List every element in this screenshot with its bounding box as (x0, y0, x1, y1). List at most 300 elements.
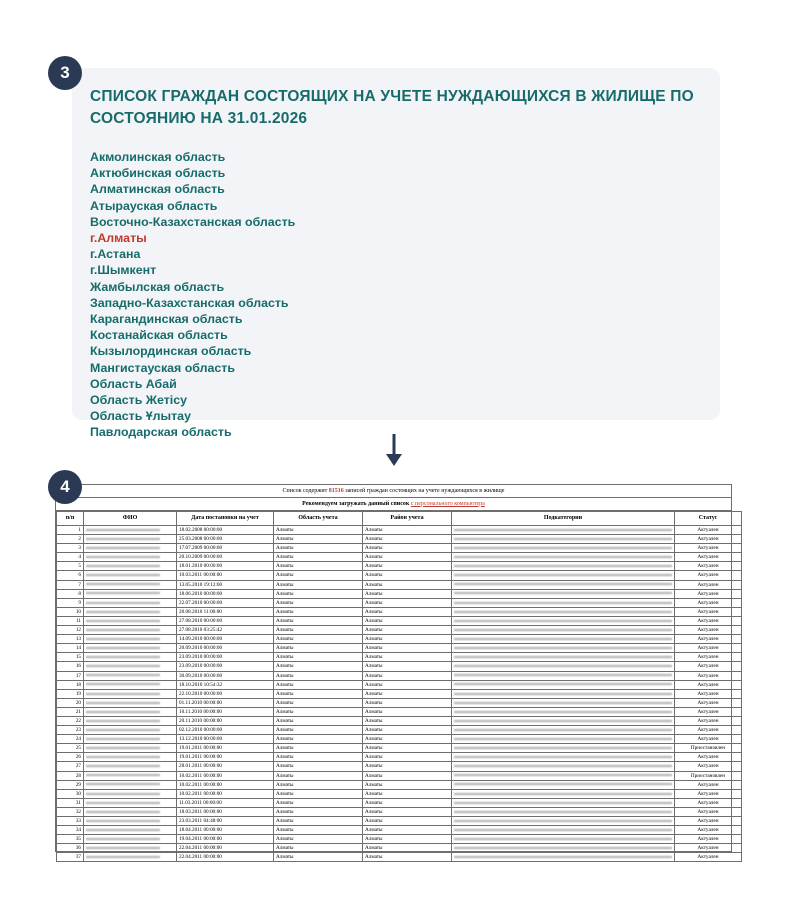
table-row (57, 853, 742, 862)
cell-status: Актуален (675, 716, 742, 725)
cell-region: Алматы (274, 753, 363, 762)
table-row (57, 817, 742, 826)
cell-subcategory-redacted (452, 817, 675, 826)
cell-subcategory-redacted (452, 753, 675, 762)
table-row (57, 726, 742, 735)
cell-fio-redacted (84, 771, 177, 780)
region-list-item[interactable]: г.Астана (90, 247, 141, 262)
cell-fio-redacted (84, 626, 177, 635)
cell-status: Актуален (675, 571, 742, 580)
table-row (57, 553, 742, 562)
record-count-notice (56, 485, 731, 498)
cell-registration-date: 20.09.2010 00:00:00 (177, 644, 274, 653)
cell-district: Алматы (363, 798, 452, 807)
table-row (57, 780, 742, 789)
cell-district: Алматы (363, 653, 452, 662)
region-list-item[interactable]: г.Шымкент (90, 263, 157, 278)
region-list-item[interactable]: Актюбинская область (90, 166, 226, 181)
table-row (57, 707, 742, 716)
cell-region: Алматы (274, 853, 363, 862)
table-row (57, 635, 742, 644)
cell-district: Алматы (363, 626, 452, 635)
cell-status: Актуален (675, 798, 742, 807)
col-header-region: Область учета (274, 512, 363, 526)
cell-fio-redacted (84, 544, 177, 553)
cell-index: 17 (57, 671, 84, 680)
cell-fio-redacted (84, 844, 177, 853)
cell-fio-redacted (84, 662, 177, 671)
cell-subcategory-redacted (452, 635, 675, 644)
table-row (57, 826, 742, 835)
cell-fio-redacted (84, 562, 177, 571)
cell-status: Актуален (675, 580, 742, 589)
table-row (57, 589, 742, 598)
cell-status: Актуален (675, 698, 742, 707)
region-list-item[interactable]: Область Ұлытау (90, 409, 191, 424)
cell-registration-date: 01.11.2010 00:00:00 (177, 698, 274, 707)
cell-status: Актуален (675, 607, 742, 616)
region-list-item[interactable]: Жамбылская область (90, 279, 225, 294)
cell-fio-redacted (84, 671, 177, 680)
cell-district: Алматы (363, 598, 452, 607)
cell-region: Алматы (274, 835, 363, 844)
table-row (57, 562, 742, 571)
table-row (57, 571, 742, 580)
cell-region: Алматы (274, 626, 363, 635)
region-list-item[interactable]: Атырауская область (90, 198, 218, 213)
cell-fio-redacted (84, 607, 177, 616)
cell-index: 9 (57, 598, 84, 607)
region-list-item[interactable]: Мангистауская область (90, 360, 235, 375)
cell-registration-date: 18.06.2010 00:00:00 (177, 589, 274, 598)
cell-subcategory-redacted (452, 616, 675, 625)
region-list-item[interactable]: Область Абай (90, 376, 177, 391)
cell-registration-date: 30.09.2010 00:00:00 (177, 671, 274, 680)
cell-subcategory-redacted (452, 798, 675, 807)
cell-fio-redacted (84, 753, 177, 762)
cell-status: Актуален (675, 644, 742, 653)
cell-subcategory-redacted (452, 571, 675, 580)
cell-subcategory-redacted (452, 780, 675, 789)
region-selection-panel (72, 68, 720, 440)
cell-region: Алматы (274, 789, 363, 798)
cell-status: Актуален (675, 562, 742, 571)
cell-region: Алматы (274, 762, 363, 771)
cell-fio-redacted (84, 698, 177, 707)
cell-index: 1 (57, 526, 84, 535)
cell-registration-date: 18.04.2011 00:00:00 (177, 826, 274, 835)
desktop-download-link[interactable]: с персонального компьютера (410, 500, 485, 507)
table-body (57, 526, 742, 862)
cell-district: Алматы (363, 607, 452, 616)
cell-district: Алматы (363, 753, 452, 762)
cell-registration-date: 25.03.2008 00:00:00 (177, 535, 274, 544)
citizens-table (56, 511, 742, 862)
cell-status: Актуален (675, 817, 742, 826)
cell-index: 23 (57, 726, 84, 735)
cell-status: Актуален (675, 553, 742, 562)
cell-index: 25 (57, 744, 84, 753)
cell-region: Алматы (274, 571, 363, 580)
cell-index: 36 (57, 844, 84, 853)
cell-index: 19 (57, 689, 84, 698)
cell-subcategory-redacted (452, 744, 675, 753)
cell-status: Актуален (675, 689, 742, 698)
cell-region: Алматы (274, 826, 363, 835)
cell-district: Алматы (363, 526, 452, 535)
cell-subcategory-redacted (452, 698, 675, 707)
cell-status: Актуален (675, 753, 742, 762)
table-row (57, 789, 742, 798)
cell-subcategory-redacted (452, 735, 675, 744)
cell-registration-date: 19.01.2011 00:00:00 (177, 744, 274, 753)
cell-fio-redacted (84, 798, 177, 807)
region-list-item[interactable]: Восточно-Казахстанская область (90, 214, 296, 229)
cell-region: Алматы (274, 735, 363, 744)
step-badge-4: 4 (48, 470, 82, 504)
cell-fio-redacted (84, 689, 177, 698)
cell-fio-redacted (84, 780, 177, 789)
cell-status: Актуален (675, 844, 742, 853)
cell-registration-date: 14.09.2010 00:00:00 (177, 635, 274, 644)
cell-index: 14 (57, 644, 84, 653)
cell-registration-date: 10.02.2011 00:00:00 (177, 780, 274, 789)
cell-index: 5 (57, 562, 84, 571)
cell-subcategory-redacted (452, 789, 675, 798)
cell-index: 4 (57, 553, 84, 562)
cell-registration-date: 20.10.2009 00:00:00 (177, 553, 274, 562)
cell-region: Алматы (274, 580, 363, 589)
cell-district: Алматы (363, 807, 452, 816)
cell-registration-date: 20.08.2010 11:00:00 (177, 607, 274, 616)
cell-registration-date: 18.10.2010 10:54:32 (177, 680, 274, 689)
recommendation-text: Рекомендуем загружать данный список (302, 500, 411, 507)
cell-subcategory-redacted (452, 689, 675, 698)
cell-region: Алматы (274, 635, 363, 644)
cell-registration-date: 02.12.2010 00:00:00 (177, 726, 274, 735)
cell-district: Алматы (363, 544, 452, 553)
cell-index: 12 (57, 626, 84, 635)
cell-region: Алматы (274, 562, 363, 571)
cell-fio-redacted (84, 726, 177, 735)
cell-fio-redacted (84, 598, 177, 607)
cell-region: Алматы (274, 589, 363, 598)
cell-district: Алматы (363, 726, 452, 735)
cell-district: Алматы (363, 535, 452, 544)
notice-text-before: Список содержит (282, 487, 329, 494)
cell-region: Алматы (274, 817, 363, 826)
cell-region: Алматы (274, 535, 363, 544)
cell-registration-date: 10.11.2010 00:00:00 (177, 707, 274, 716)
cell-index: 35 (57, 835, 84, 844)
cell-registration-date: 22.04.2011 00:00:00 (177, 853, 274, 862)
cell-fio-redacted (84, 817, 177, 826)
cell-index: 33 (57, 817, 84, 826)
cell-subcategory-redacted (452, 826, 675, 835)
table-row (57, 526, 742, 535)
cell-registration-date: 17.07.2009 00:00:00 (177, 544, 274, 553)
cell-fio-redacted (84, 707, 177, 716)
cell-status: Актуален (675, 589, 742, 598)
table-row (57, 807, 742, 816)
cell-index: 37 (57, 853, 84, 862)
cell-fio-redacted (84, 835, 177, 844)
cell-region: Алматы (274, 716, 363, 725)
cell-subcategory-redacted (452, 562, 675, 571)
cell-registration-date: 27.08.2010 00:00:00 (177, 616, 274, 625)
cell-region: Алматы (274, 607, 363, 616)
cell-fio-redacted (84, 807, 177, 816)
cell-subcategory-redacted (452, 835, 675, 844)
table-row (57, 671, 742, 680)
cell-region: Алматы (274, 616, 363, 625)
cell-index: 2 (57, 535, 84, 544)
cell-subcategory-redacted (452, 526, 675, 535)
cell-index: 32 (57, 807, 84, 816)
cell-index: 11 (57, 616, 84, 625)
cell-fio-redacted (84, 571, 177, 580)
cell-region: Алматы (274, 771, 363, 780)
cell-index: 6 (57, 571, 84, 580)
cell-fio-redacted (84, 853, 177, 862)
cell-registration-date: 18.02.2008 00:00:00 (177, 526, 274, 535)
region-list (90, 149, 696, 441)
cell-fio-redacted (84, 789, 177, 798)
cell-index: 22 (57, 716, 84, 725)
table-row (57, 698, 742, 707)
cell-subcategory-redacted (452, 762, 675, 771)
cell-registration-date: 10.02.2011 00:00:00 (177, 789, 274, 798)
cell-district: Алматы (363, 589, 452, 598)
cell-district: Алматы (363, 644, 452, 653)
table-row (57, 716, 742, 725)
cell-district: Алматы (363, 835, 452, 844)
citizens-list-table-panel (55, 484, 732, 861)
cell-fio-redacted (84, 680, 177, 689)
region-list-item[interactable]: Карагандинская область (90, 311, 243, 326)
cell-status: Актуален (675, 826, 742, 835)
cell-index: 21 (57, 707, 84, 716)
table-row (57, 762, 742, 771)
region-list-item[interactable]: Костанайская область (90, 328, 228, 343)
cell-status: Актуален (675, 707, 742, 716)
col-header-index: п/п (57, 512, 84, 526)
cell-index: 31 (57, 798, 84, 807)
cell-district: Алматы (363, 698, 452, 707)
cell-subcategory-redacted (452, 644, 675, 653)
table-row (57, 689, 742, 698)
cell-status: Актуален (675, 726, 742, 735)
cell-subcategory-redacted (452, 553, 675, 562)
table-row (57, 598, 742, 607)
cell-subcategory-redacted (452, 544, 675, 553)
cell-registration-date: 23.09.2010 00:00:00 (177, 662, 274, 671)
cell-registration-date: 22.10.2010 00:00:00 (177, 689, 274, 698)
cell-region: Алматы (274, 844, 363, 853)
cell-status: Актуален (675, 762, 742, 771)
cell-fio-redacted (84, 535, 177, 544)
cell-subcategory-redacted (452, 589, 675, 598)
cell-fio-redacted (84, 635, 177, 644)
table-row (57, 744, 742, 753)
cell-subcategory-redacted (452, 598, 675, 607)
cell-region: Алматы (274, 553, 363, 562)
table-row (57, 544, 742, 553)
table-header-row (57, 512, 742, 526)
cell-district: Алматы (363, 580, 452, 589)
cell-fio-redacted (84, 735, 177, 744)
cell-fio-redacted (84, 653, 177, 662)
cell-subcategory-redacted (452, 653, 675, 662)
cell-region: Алматы (274, 598, 363, 607)
cell-index: 26 (57, 753, 84, 762)
cell-fio-redacted (84, 744, 177, 753)
cell-fio-redacted (84, 580, 177, 589)
cell-subcategory-redacted (452, 580, 675, 589)
cell-status: Актуален (675, 671, 742, 680)
table-row (57, 798, 742, 807)
cell-region: Алматы (274, 798, 363, 807)
cell-index: 30 (57, 789, 84, 798)
cell-region: Алматы (274, 544, 363, 553)
cell-district: Алматы (363, 744, 452, 753)
region-list-item[interactable]: Область Жетісу (90, 392, 187, 407)
table-row (57, 662, 742, 671)
cell-status: Актуален (675, 835, 742, 844)
region-list-item[interactable]: Алматинская область (90, 182, 225, 197)
cell-registration-date: 13.12.2010 00:00:00 (177, 735, 274, 744)
cell-registration-date: 11.03.2011 00:00:00 (177, 798, 274, 807)
arrow-down-icon (376, 432, 412, 468)
cell-fio-redacted (84, 716, 177, 725)
cell-registration-date: 23.09.2010 00:00:00 (177, 653, 274, 662)
cell-fio-redacted (84, 616, 177, 625)
cell-index: 24 (57, 735, 84, 744)
col-header-subcategory: Подкатегории (452, 512, 675, 526)
cell-district: Алматы (363, 817, 452, 826)
cell-status: Приостановлен (675, 771, 742, 780)
cell-subcategory-redacted (452, 853, 675, 862)
cell-district: Алматы (363, 662, 452, 671)
cell-district: Алматы (363, 844, 452, 853)
cell-fio-redacted (84, 826, 177, 835)
table-row (57, 835, 742, 844)
page-title: СПИСОК ГРАЖДАН СОСТОЯЩИХ НА УЧЕТЕ НУЖДАЮЩИХСЯ В ЖИЛИЩЕ ПО СОСТОЯНИЮ НА 31.01.2026 (90, 88, 694, 128)
table-row (57, 771, 742, 780)
cell-subcategory-redacted (452, 707, 675, 716)
col-header-fio: ФИО (84, 512, 177, 526)
cell-index: 13 (57, 635, 84, 644)
cell-status: Актуален (675, 616, 742, 625)
cell-district: Алматы (363, 553, 452, 562)
cell-status: Актуален (675, 807, 742, 816)
cell-region: Алматы (274, 526, 363, 535)
table-row (57, 535, 742, 544)
cell-district: Алматы (363, 735, 452, 744)
cell-subcategory-redacted (452, 807, 675, 816)
cell-status: Актуален (675, 680, 742, 689)
cell-registration-date: 13.05.2010 19:12:00 (177, 580, 274, 589)
cell-subcategory-redacted (452, 844, 675, 853)
cell-index: 29 (57, 780, 84, 789)
table-row (57, 653, 742, 662)
cell-region: Алматы (274, 653, 363, 662)
cell-status: Актуален (675, 598, 742, 607)
table-row (57, 735, 742, 744)
cell-index: 8 (57, 589, 84, 598)
cell-district: Алматы (363, 789, 452, 798)
cell-subcategory-redacted (452, 626, 675, 635)
cell-district: Алматы (363, 562, 452, 571)
cell-subcategory-redacted (452, 671, 675, 680)
cell-status: Актуален (675, 789, 742, 798)
region-list-item[interactable]: Западно-Казахстанская область (90, 295, 289, 310)
col-header-district: Район учета (363, 512, 452, 526)
cell-registration-date: 22.07.2010 00:00:00 (177, 598, 274, 607)
col-header-status: Статус (675, 512, 742, 526)
table-row (57, 616, 742, 625)
step-badge-3: 3 (48, 56, 82, 90)
cell-region: Алматы (274, 689, 363, 698)
cell-registration-date: 23.03.2011 04:48:00 (177, 817, 274, 826)
region-list-item[interactable]: Кызылординская область (90, 344, 252, 359)
cell-region: Алматы (274, 807, 363, 816)
cell-status: Актуален (675, 544, 742, 553)
table-row (57, 644, 742, 653)
cell-region: Алматы (274, 671, 363, 680)
cell-district: Алматы (363, 771, 452, 780)
cell-registration-date: 19.01.2011 00:00:00 (177, 753, 274, 762)
cell-index: 27 (57, 762, 84, 771)
cell-index: 20 (57, 698, 84, 707)
cell-subcategory-redacted (452, 680, 675, 689)
table-row (57, 753, 742, 762)
table-row (57, 607, 742, 616)
cell-subcategory-redacted (452, 771, 675, 780)
cell-status: Актуален (675, 662, 742, 671)
table-row (57, 680, 742, 689)
table-row (57, 844, 742, 853)
col-header-date: Дата постановки на учет (177, 512, 274, 526)
cell-district: Алматы (363, 680, 452, 689)
region-list-item[interactable]: Акмолинская область (90, 149, 226, 164)
cell-index: 10 (57, 607, 84, 616)
cell-registration-date: 20.11.2010 00:00:00 (177, 716, 274, 725)
cell-subcategory-redacted (452, 716, 675, 725)
table-row (57, 626, 742, 635)
cell-region: Алматы (274, 744, 363, 753)
download-recommendation-notice (56, 498, 731, 511)
cell-registration-date: 22.04.2011 00:00:00 (177, 844, 274, 853)
cell-index: 7 (57, 580, 84, 589)
cell-registration-date: 27.08.2010 03:25:42 (177, 626, 274, 635)
region-list-item[interactable]: г.Алматы (90, 230, 147, 245)
cell-subcategory-redacted (452, 535, 675, 544)
cell-region: Алматы (274, 780, 363, 789)
cell-registration-date: 18.01.2010 00:00:00 (177, 562, 274, 571)
cell-index: 18 (57, 680, 84, 689)
cell-registration-date: 10.02.2011 00:00:00 (177, 771, 274, 780)
cell-region: Алматы (274, 662, 363, 671)
cell-index: 34 (57, 826, 84, 835)
cell-fio-redacted (84, 762, 177, 771)
cell-district: Алматы (363, 616, 452, 625)
cell-status: Актуален (675, 780, 742, 789)
cell-district: Алматы (363, 853, 452, 862)
region-list-item[interactable]: Павлодарская область (90, 425, 232, 440)
cell-subcategory-redacted (452, 662, 675, 671)
cell-district: Алматы (363, 671, 452, 680)
